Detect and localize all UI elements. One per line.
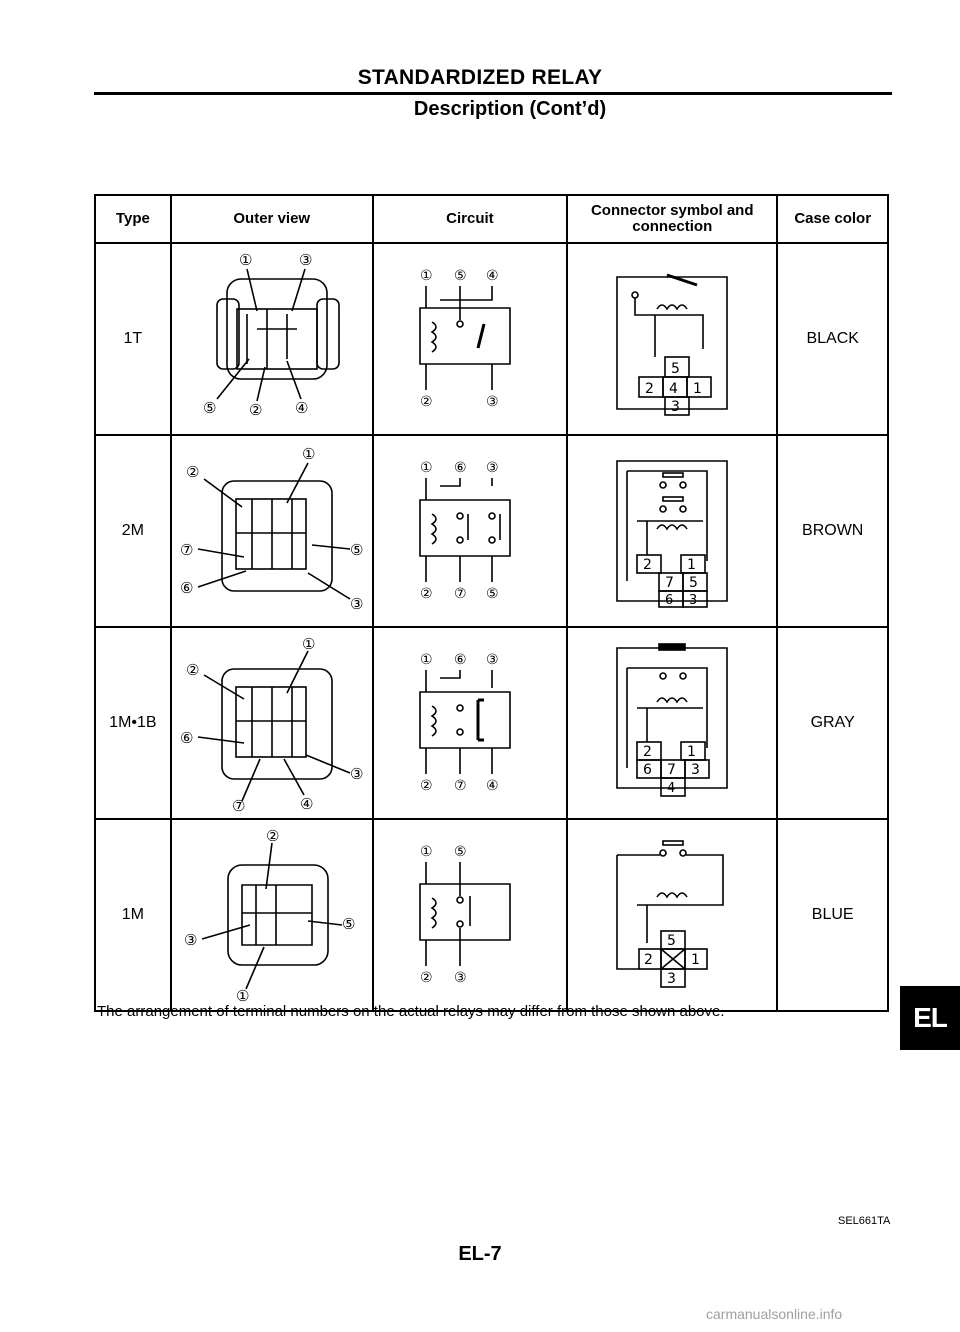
relay-outer-view-1m1b [172,633,372,813]
connector-symbol-1m1b [607,638,737,808]
circuit-terminal: ③ [485,652,499,668]
pin-number: 3 [691,762,701,778]
relay-circuit-2m [410,456,530,606]
circuit-terminal: ④ [485,268,499,284]
pin-number: 5 [671,361,681,377]
pin-number: 6 [643,762,653,778]
circuit-terminal: ① [419,268,433,284]
outer-view-cell [171,819,373,1011]
connector-cell [567,819,777,1011]
type-cell: 1T [95,243,171,435]
pin-number: 1 [687,557,697,573]
type-cell: 1M [95,819,171,1011]
terminal-label: ⑥ [179,729,194,747]
page-title: STANDARDIZED RELAY [357,66,603,89]
pin-number: 5 [689,575,699,591]
table-header-row [95,195,888,243]
terminal-label: ① [301,635,316,653]
relay-outer-view-1t [177,249,367,429]
terminal-label: ② [248,401,263,419]
circuit-terminal: ① [419,844,433,860]
pin-number: 3 [671,399,681,415]
terminal-label: ⑦ [179,541,194,559]
table-row [95,435,888,627]
connector-symbol-2m [607,451,737,611]
terminal-label: ③ [183,931,198,949]
circuit-terminal: ② [419,778,433,794]
circuit-terminal: ② [419,970,433,986]
circuit-terminal: ⑦ [453,586,467,602]
terminal-label: ① [235,987,250,1005]
connector-cell [567,243,777,435]
terminal-label: ① [301,445,316,463]
circuit-terminal: ⑥ [453,460,467,476]
header-rule [94,92,892,95]
terminal-label: ② [185,463,200,481]
outer-view-cell [171,435,373,627]
circuit-cell [373,627,567,819]
relay-circuit-1m1b [410,648,530,798]
table-row [95,627,888,819]
pin-number: 3 [667,971,677,987]
pin-number: 3 [689,593,698,608]
connector-cell [567,627,777,819]
circuit-terminal: ① [419,652,433,668]
section-tab [900,986,960,1050]
pin-number: 2 [643,744,653,760]
pin-number: 1 [691,952,701,968]
pin-number: 4 [667,781,676,796]
terminal-label: ④ [294,399,309,417]
col-header-outer-view: Outer view [171,195,373,243]
col-header-type: Type [95,195,171,243]
pin-number: 2 [643,557,653,573]
circuit-cell [373,435,567,627]
terminal-label: ⑤ [341,915,356,933]
terminal-label: ⑦ [231,797,246,813]
page-subtitle: Description (Cont’d) [413,98,607,120]
footnote: The arrangement of terminal numbers on the actual relays may differ from those shown above. [97,1003,725,1020]
pin-number: 1 [693,381,703,397]
terminal-label: ⑤ [202,399,217,417]
circuit-terminal: ③ [453,970,467,986]
relay-circuit-1t [410,264,530,414]
pin-number: 2 [644,952,654,968]
type-cell: 1M•1B [95,627,171,819]
circuit-terminal: ③ [485,394,499,410]
pin-number: 6 [665,593,674,608]
terminal-label: ④ [299,795,314,813]
terminal-label: ⑥ [179,579,194,597]
col-header-case-color: Case color [777,195,888,243]
relay-circuit-1m [410,840,530,990]
watermark: carmanualsonline.info [706,1306,843,1322]
pin-number: 2 [645,381,655,397]
circuit-terminal: ① [419,460,433,476]
relay-outer-view-1m [172,825,372,1005]
terminal-label: ② [265,827,280,845]
figure-code: SEL661TA [838,1215,891,1227]
circuit-terminal: ④ [485,778,499,794]
circuit-terminal: ⑤ [485,586,499,602]
pin-number: 1 [687,744,697,760]
circuit-terminal: ③ [485,460,499,476]
table-row [95,243,888,435]
circuit-cell [373,243,567,435]
pin-number: 7 [665,575,675,591]
circuit-cell [373,819,567,1011]
page-number: EL-7 [458,1243,502,1265]
terminal-label: ③ [349,595,364,613]
circuit-terminal: ⑥ [453,652,467,668]
circuit-terminal: ⑤ [453,844,467,860]
circuit-terminal: ② [419,586,433,602]
case-color-cell: BLACK [777,243,888,435]
connector-symbol-1m [607,835,737,995]
col-header-connector: Connector symbol and connection [567,195,777,243]
pin-number: 5 [667,933,677,949]
pin-number: 7 [667,762,677,778]
type-cell: 2M [95,435,171,627]
col-header-circuit: Circuit [373,195,567,243]
terminal-label: ① [238,251,253,269]
circuit-terminal: ② [419,394,433,410]
connector-cell [567,435,777,627]
outer-view-cell [171,243,373,435]
terminal-label: ⑤ [349,541,364,559]
section-tab-label: EL [913,1002,947,1033]
table-row [95,819,888,1011]
terminal-label: ③ [349,765,364,783]
case-color-cell: BLUE [777,819,888,1011]
connector-symbol-1t [607,259,737,419]
circuit-terminal: ⑤ [453,268,467,284]
outer-view-cell [171,627,373,819]
pin-number: 4 [669,381,679,397]
case-color-cell: GRAY [777,627,888,819]
relay-table [94,194,889,1012]
relay-outer-view-2m [172,441,372,621]
terminal-label: ③ [298,251,313,269]
case-color-cell: BROWN [777,435,888,627]
circuit-terminal: ⑦ [453,778,467,794]
terminal-label: ② [185,661,200,679]
